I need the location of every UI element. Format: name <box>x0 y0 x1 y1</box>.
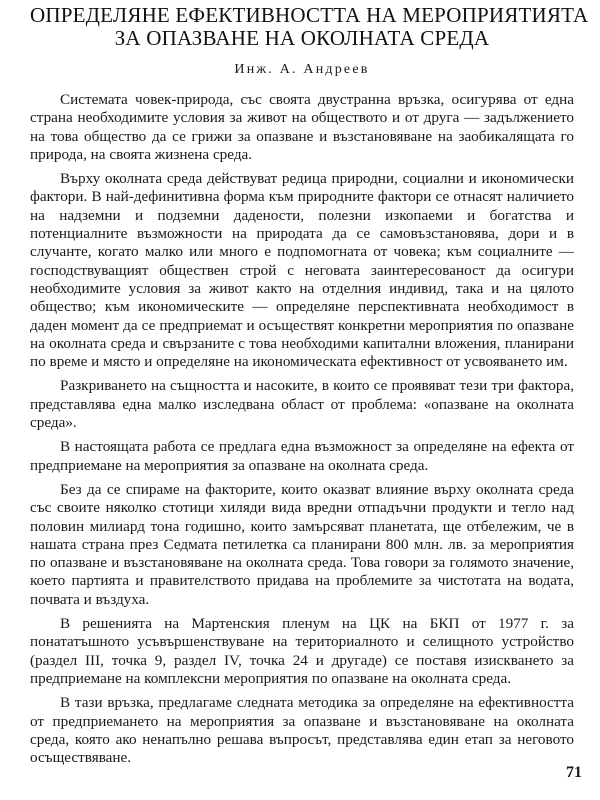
article-title <box>30 3 589 50</box>
title-line-2: ЗА ОПАЗВАНЕ НА ОКОЛНАТА СРЕДА <box>114 26 490 50</box>
page-number: 71 <box>566 764 582 781</box>
paragraph-4: В настоящата работа се предлага една възможност за определяне на ефекта от предприемане на мероприятия за опазване на околната среда. <box>30 438 574 474</box>
paragraph-7: В тази връзка, предлагаме следната методика за определяне на ефективността от предприемането на мероприятия за опазване и възстановяване на околната среда, която ако ненапълно решава въпросът, представлява един етап за неговото осъществяване. <box>30 694 574 767</box>
paragraph-2: Върху околната среда действуват редица природни, социални и икономически фактори. В най-дефинитивна форма към природните фактори се отнасят наличието на надземни и подземни дадености, полезни изкопаеми и богатства и потенциалните възможности на природата да се самовъзстановява, дори и в случанте, когато малко или много е подпомогната от човека; към социалните — господствуващият обществен строй с неговата заинтересованост да осигури необходимите условия за живот както на отделния индивид, така и на цялото общество; към икономическите — определяне перспективната необходимост в даден момент да се предприемат и осъществят конкретни мероприятия по опазване на околната среда и свързаните с това необходими капитални вложения, планирани по време и място и определяне на икономическата ефективност от усвояването им. <box>30 170 574 371</box>
paragraph-5: Без да се спираме на факторите, които оказват влияние върху околната среда със своите няколко стотици хиляди вида вредни отпадъчни продукти и тегло над половин милиард тона годишно, които замърсяват планетата, ще отбележим, че в нашата страна през Седмата петилетка са планирани 800 млн. лв. за мероприятия по опазване и възстановяване на околната среда. Това говори за голямото значение, което партията и правителството придава на проблемите за чистотата на водата, почвата и въздуха. <box>30 480 574 608</box>
author-byline: Инж. А. Андреев <box>234 62 370 77</box>
paragraph-6: В решенията на Мартенския пленум на ЦК на БКП от 1977 г. за понататъшното усъвършенствуване на териториалното и селищното устройство (раздел III, точка 9, раздел IV, точка 24 и другаде) се поставя изискването за предприемане на комплексни мероприятия по опазване на околната среда. <box>30 615 574 687</box>
paragraph-3: Разкриването на същността и насоките, в които се проявяват тези три фактора, представлява една малко изследвана област от проблема: «опазване на околната среда». <box>30 377 574 432</box>
title-line-1: ОПРЕДЕЛЯНЕ ЕФЕКТИВНОСТТА НА МЕРОПРИЯТИЯТА <box>30 3 589 27</box>
article-body <box>30 91 574 767</box>
paragraph-1: Системата човек-природа, със своята двустранна връзка, осигурява от една страна необходимите условия за живот на обществото и от друга — задължението на това общество да се грижи за опазване и възстановяване на заобикалящата го природа, на своята жизнена среда. <box>30 91 574 163</box>
